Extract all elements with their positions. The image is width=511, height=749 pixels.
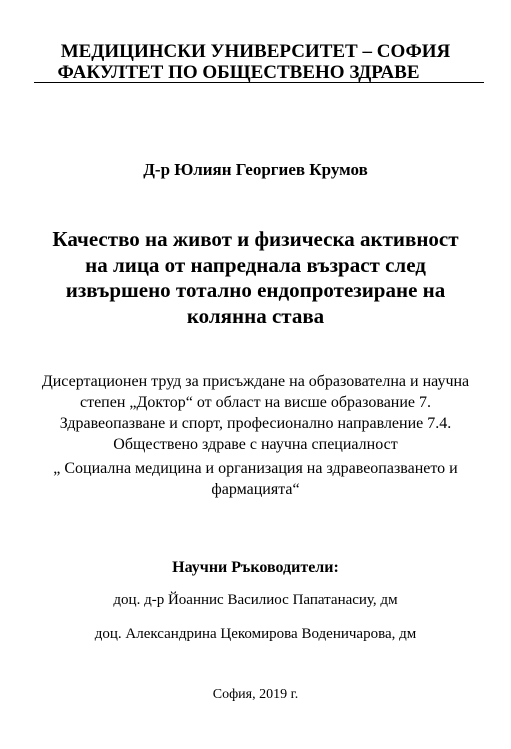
university-name: МЕДИЦИНСКИ УНИВЕРСИТЕТ – СОФИЯ (60, 41, 451, 62)
title-line: извършено тотално ендопротезиране на (65, 278, 446, 302)
title-line: Качество на живот и физическа активност (52, 227, 459, 251)
header-divider (34, 82, 484, 83)
title-line: колянна става (186, 303, 325, 328)
supervisor-name: доц. д-р Йоаннис Василиос Папатанасиу, дм (113, 592, 398, 608)
description-line: Здравеопазване и спорт, професионално направление 7.4. (59, 415, 452, 432)
title-line: на лица от напреднала възраст след (85, 252, 426, 277)
dissertation-title (0, 227, 511, 329)
description-line: фармацията“ (211, 481, 300, 498)
place-and-year: София, 2019 г. (212, 687, 299, 702)
institution-header (0, 41, 511, 83)
author-name: Д-р Юлиян Георгиев Крумов (143, 160, 368, 179)
description-line: Дисертационен труд за присъждане на образователна и научна (41, 373, 470, 390)
dissertation-description (0, 371, 511, 500)
supervisors-heading: Научни Ръководители: (172, 559, 339, 576)
description-line: Обществено здраве с научна специалност (113, 436, 398, 453)
description-line: степен „Доктор“ от област на висше образование 7. (79, 394, 432, 411)
description-line: „ Социална медицина и организация на здравеопазването и (53, 460, 458, 477)
supervisor-name: доц. Александрина Цекомирова Воденичарова, дм (94, 626, 417, 642)
faculty-name: ФАКУЛТЕТ ПО ОБЩЕСТВЕНО ЗДРАВЕ (57, 62, 420, 83)
